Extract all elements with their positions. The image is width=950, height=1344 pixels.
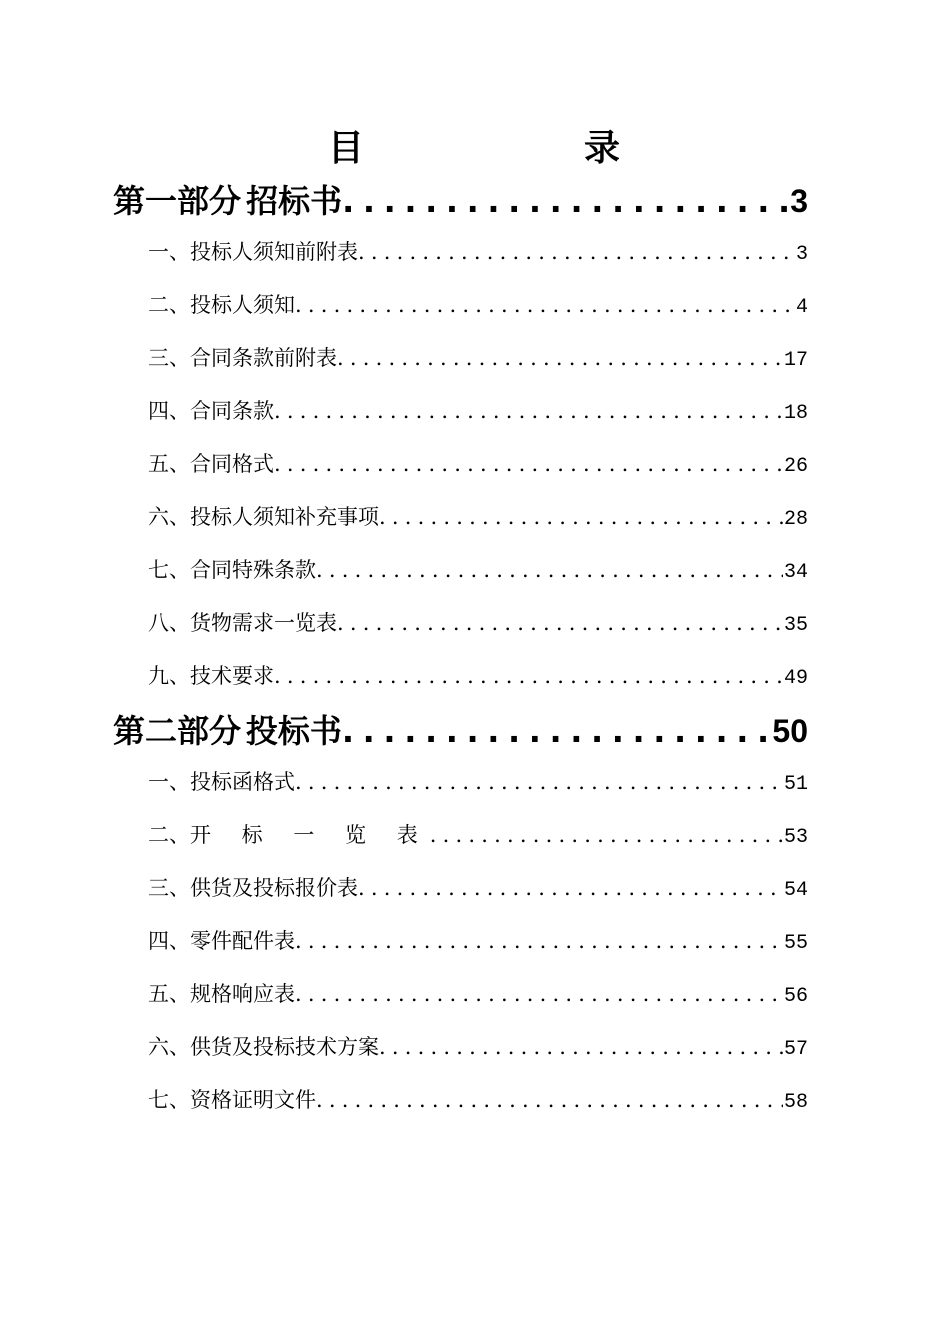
page-number: 56 bbox=[783, 985, 808, 1008]
toc-part-1[interactable] bbox=[113, 176, 808, 220]
part-label: 第二部分 bbox=[113, 712, 242, 750]
entry-title: 投标人须知 bbox=[190, 293, 295, 317]
leader-dots bbox=[358, 876, 783, 900]
entry-number: 五、 bbox=[148, 452, 190, 476]
toc-entry[interactable] bbox=[148, 236, 808, 266]
entry-title: 合同特殊条款 bbox=[190, 558, 316, 582]
entry-number: 一、 bbox=[148, 240, 190, 264]
page-number: 58 bbox=[783, 1091, 808, 1114]
leader-dots bbox=[430, 823, 783, 847]
toc-entry[interactable] bbox=[148, 872, 808, 902]
page-number: 17 bbox=[783, 349, 808, 372]
page-number: 28 bbox=[783, 508, 808, 531]
entry-title: 投标函格式 bbox=[190, 770, 295, 794]
toc-entry[interactable] bbox=[148, 607, 808, 637]
toc-entry[interactable] bbox=[148, 289, 808, 319]
entry-number: 六、 bbox=[148, 1035, 190, 1059]
leader-dots bbox=[379, 505, 783, 529]
entry-title: 规格响应表 bbox=[190, 982, 295, 1006]
leader-dots bbox=[295, 293, 795, 317]
page-number: 57 bbox=[783, 1038, 808, 1061]
entry-title: 投标人须知前附表 bbox=[190, 240, 358, 264]
toc-entry[interactable] bbox=[148, 501, 808, 531]
leader-dots bbox=[342, 182, 788, 220]
entry-number: 七、 bbox=[148, 1088, 190, 1112]
toc-entry[interactable] bbox=[148, 1031, 808, 1061]
page-number: 34 bbox=[783, 561, 808, 584]
page-number: 18 bbox=[783, 402, 808, 425]
page-number: 53 bbox=[783, 826, 808, 849]
entry-title: 合同条款 bbox=[190, 399, 274, 423]
toc-entry[interactable] bbox=[148, 448, 808, 478]
entry-title: 零件配件表 bbox=[190, 929, 295, 953]
toc-part-2[interactable] bbox=[113, 706, 808, 750]
leader-dots bbox=[274, 452, 783, 476]
leader-dots bbox=[295, 982, 783, 1006]
toc-entry[interactable] bbox=[148, 660, 808, 690]
toc-entry[interactable] bbox=[148, 819, 808, 849]
entry-title: 开 标 一 览 表 bbox=[190, 823, 430, 847]
toc-entry[interactable] bbox=[148, 978, 808, 1008]
page-number: 51 bbox=[783, 773, 808, 796]
page-number: 49 bbox=[783, 667, 808, 690]
entry-number: 三、 bbox=[148, 876, 190, 900]
leader-dots bbox=[358, 240, 795, 264]
page-number: 3 bbox=[795, 243, 808, 266]
page-number: 54 bbox=[783, 879, 808, 902]
entry-number: 六、 bbox=[148, 505, 190, 529]
page-number: 26 bbox=[783, 455, 808, 478]
entry-number: 四、 bbox=[148, 929, 190, 953]
entry-title: 投标人须知补充事项 bbox=[190, 505, 379, 529]
part-label: 第一部分 bbox=[113, 182, 242, 220]
leader-dots bbox=[337, 611, 783, 635]
toc-entry[interactable] bbox=[148, 1084, 808, 1114]
entry-title: 合同条款前附表 bbox=[190, 346, 337, 370]
toc-entry[interactable] bbox=[148, 395, 808, 425]
entry-title: 货物需求一览表 bbox=[190, 611, 337, 635]
toc-entry[interactable] bbox=[148, 766, 808, 796]
entry-number: 二、 bbox=[148, 293, 190, 317]
toc-entry[interactable] bbox=[148, 342, 808, 372]
entry-number: 五、 bbox=[148, 982, 190, 1006]
leader-dots bbox=[316, 558, 783, 582]
page-number: 4 bbox=[795, 296, 808, 319]
entry-number: 七、 bbox=[148, 558, 190, 582]
toc-entry[interactable] bbox=[148, 554, 808, 584]
entry-title: 资格证明文件 bbox=[190, 1088, 316, 1112]
part-name: 投标书 bbox=[245, 712, 342, 750]
entry-number: 三、 bbox=[148, 346, 190, 370]
entry-title: 供货及投标报价表 bbox=[190, 876, 358, 900]
entry-title: 技术要求 bbox=[190, 664, 274, 688]
leader-dots bbox=[316, 1088, 783, 1112]
toc-title: 目 录 bbox=[327, 128, 623, 169]
page-number: 35 bbox=[783, 614, 808, 637]
entry-number: 九、 bbox=[148, 664, 190, 688]
entry-title: 供货及投标技术方案 bbox=[190, 1035, 379, 1059]
entry-title: 合同格式 bbox=[190, 452, 274, 476]
page-number: 3 bbox=[790, 183, 808, 219]
page-number: 55 bbox=[783, 932, 808, 955]
leader-dots bbox=[274, 664, 783, 688]
leader-dots bbox=[274, 399, 783, 423]
entry-number: 二、 bbox=[148, 823, 190, 847]
toc-entry[interactable] bbox=[148, 925, 808, 955]
part-name: 招标书 bbox=[246, 182, 343, 220]
page-number: 50 bbox=[772, 713, 808, 749]
leader-dots bbox=[337, 346, 783, 370]
entry-number: 一、 bbox=[148, 770, 190, 794]
entry-number: 四、 bbox=[148, 399, 190, 423]
leader-dots bbox=[342, 712, 770, 750]
leader-dots bbox=[295, 929, 783, 953]
entry-number: 八、 bbox=[148, 611, 190, 635]
leader-dots bbox=[379, 1035, 783, 1059]
leader-dots bbox=[295, 770, 783, 794]
